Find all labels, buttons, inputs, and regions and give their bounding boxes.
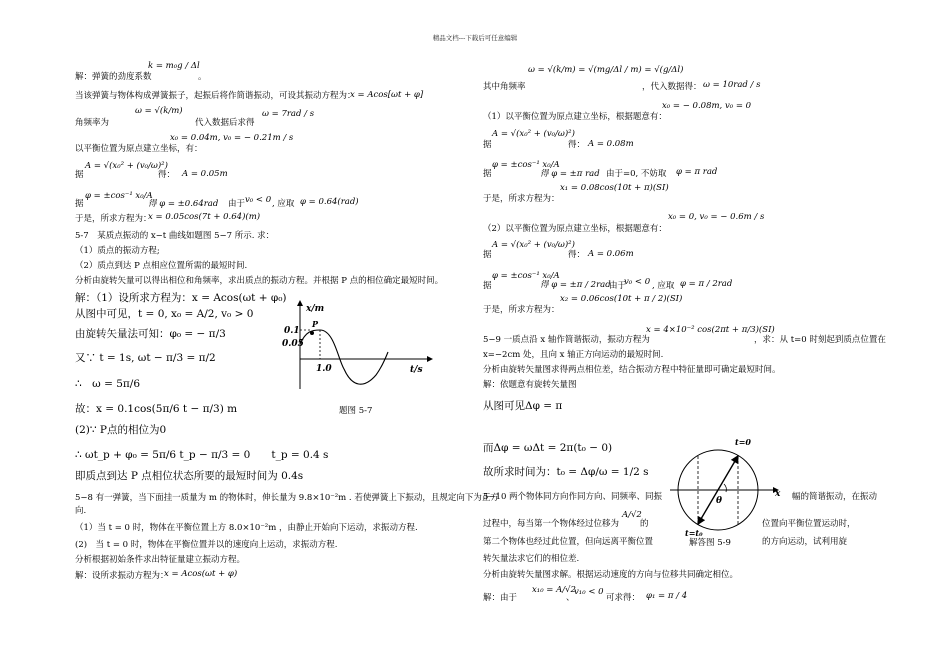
text-line: 即质点到达 P 点相位状态所要的最短时间为 0.4s — [75, 470, 304, 482]
text-line: 。 — [198, 72, 207, 82]
text-line: 解：弹簧的劲度系数 — [75, 72, 152, 82]
figure-5-9 — [660, 432, 790, 542]
text-line: (2)∵ P点的相位为0 — [75, 424, 167, 436]
formula: ω = 7rad / s — [262, 109, 315, 119]
formula: x₀ = − 0.08m, v₀ = 0 — [662, 101, 752, 111]
x-tick: 1.0 — [316, 364, 332, 374]
sine-curve — [300, 330, 388, 384]
y-tick: 0.05 — [282, 339, 304, 349]
figure-caption: 解答图 5-9 — [689, 538, 731, 548]
text-line: 据 — [75, 199, 84, 209]
text-line: 据 — [483, 250, 492, 260]
figure-5-7 — [282, 297, 462, 407]
text-line: 得： — [568, 140, 586, 150]
text-line: （2）以平衡位置为原点建立坐标，根据题意有： — [483, 224, 667, 234]
text-line: 5−8 有一弹簧，当下面挂一质量为 m 的物体时，伸长量为 9.8×10⁻²m . 若使弹簧上下振动，且规定向下为正方 — [75, 493, 499, 503]
formula: x₀ = 0, v₀ = − 0.6m / s — [668, 212, 765, 222]
text-line: 分析由旋转矢量图求得两点相位差，结合振动方程中特征量即可确定最短时间。 — [483, 365, 781, 375]
text-line: 5−10 两个物体同方向作同方向、同频率、同振 — [483, 492, 663, 502]
text-line: x=−2cm 处，且向 x 轴正方向运动的最短时间. — [483, 350, 664, 360]
text-line: 得： — [568, 250, 586, 260]
formula: x₂ = 0.06cos(10t + π / 2)(SI) — [560, 294, 683, 304]
formula: x = 4×10⁻² cos(2πt + π/3)(SI) — [646, 325, 775, 335]
formula: x = 0.05cos(7t + 0.64)(m) — [148, 212, 261, 222]
rotating-vector-t0 — [718, 456, 738, 490]
text-line: 分析由旋转矢量可以得出相位和角频率，求出质点的振动方程。并根据 P 点的相位确定最短时间。 — [75, 276, 444, 286]
text-line: 从图可见Δφ = π — [483, 400, 563, 412]
formula: x = Acos[ωt + φ] — [350, 90, 424, 100]
text-line: 5−9 一质点沿 x 轴作简谐振动，振动方程为 — [483, 335, 650, 345]
y-axis-label: x/m — [306, 304, 325, 314]
text-line: 的方向运动，试利用旋 — [762, 537, 848, 547]
text-line: 由于 — [609, 281, 627, 291]
text-line: 当该弹簧与物体构成弹簧振子，起振后将作简谐振动，可设其振动方程为： — [75, 91, 356, 101]
text-line: （1）当 t = 0 时，物体在平衡位置上方 8.0×10⁻²m ，由静止开始向下运动，求振动方程. — [75, 523, 418, 533]
text-line: 、 — [566, 593, 575, 603]
text-line: ，代入数据得： — [642, 82, 702, 92]
text-line: 于是，所求方程为： — [75, 214, 152, 224]
formula: x₁ = 0.08cos(10t + π)(SI) — [560, 183, 669, 193]
text-line: 据 — [483, 140, 492, 150]
text-line: 以平衡位置为原点建立坐标，有： — [75, 144, 203, 154]
formula: A/√2 — [622, 510, 642, 520]
text-line: 转矢量法求它们的相位差. — [483, 554, 580, 564]
formula: φ = 0.64(rad) — [300, 197, 359, 207]
text-line: 5-7 某质点振动的 x−t 曲线如题图 5−7 所示. 求： — [75, 231, 275, 241]
formula: ω = √(k/m) — [135, 106, 183, 116]
formula: A = √(x₀² + (v₀/ω)²) — [492, 129, 575, 139]
text-line: 于是，所求方程为： — [483, 194, 560, 204]
formula: ω = √(k/m) = √(mg/Δl / m) = √(g/Δl) — [528, 65, 684, 75]
text-line: 又∵ t = 1s, ωt − π/3 = π/2 — [75, 352, 216, 364]
page-header: 精品文档---下载后可任意编辑 — [432, 34, 518, 42]
text-line: 得： — [158, 170, 176, 180]
figure-caption: 题图 5-7 — [339, 406, 373, 416]
text-line: 故所求时间为：t₀ = Δφ/ω = 1/2 s — [483, 466, 649, 478]
formula: x = Acos(ωt + φ) — [164, 569, 238, 579]
text-line: 过程中，每当第一个物体经过位移为 — [483, 519, 620, 529]
label-x: x — [775, 489, 781, 499]
text-line: 故：x = 0.1cos(5π/6 t − π/3) m — [75, 403, 238, 415]
text-line: 幅的简谐振动，在振动 — [792, 492, 878, 502]
text-line: ∴ ω = 5π/6 — [75, 378, 141, 390]
text-line: ∴ ωt_p + φ₀ = 5π/6 t_p − π/3 = 0 t_p = 0.4 s — [75, 449, 329, 461]
formula: x₁₀ = A/√2 — [532, 585, 576, 595]
formula: v₀ < 0 — [245, 195, 272, 205]
text-line: 第二个物体也经过此位置，但向远离平衡位置 — [483, 537, 654, 547]
text-line: 而Δφ = ωΔt = 2π(t₀ − 0) — [483, 442, 613, 454]
label-tt0: t=t₀ — [685, 528, 703, 538]
formula: v₁₀ < 0 — [574, 587, 604, 597]
formula: 得 φ = ±π / 2rad — [540, 280, 611, 290]
formula: φ = π / 2rad — [680, 279, 733, 289]
text-line: 解：由于 — [483, 593, 518, 603]
text-line: , 应取 — [272, 199, 295, 209]
text-line: 向. — [75, 506, 87, 516]
formula: A = 0.06m — [588, 249, 634, 259]
formula: φ = ±cos⁻¹ x₀/A — [85, 191, 153, 201]
formula: ω = 10rad / s — [703, 80, 761, 90]
formula: A = 0.08m — [588, 139, 634, 149]
formula: φ₁ = π / 4 — [646, 591, 688, 601]
text-line: 分析由旋转矢量图求解。根据运动速度的方向与位移共同确定相位。 — [483, 570, 739, 580]
text-line: 由于 — [228, 199, 246, 209]
rotating-vector-t — [698, 490, 718, 524]
formula-k: k = m₀g / Δl — [148, 61, 200, 71]
formula: 得 φ = ±0.64rad — [148, 199, 219, 209]
formula: φ = ±cos⁻¹ x₀/A — [492, 160, 560, 170]
formula: φ = ±cos⁻¹ x₀/A — [492, 271, 560, 281]
text-line: , 应取 — [652, 281, 675, 291]
point-p — [310, 331, 314, 335]
label-theta: θ — [716, 496, 723, 506]
text-line: 的 — [640, 519, 649, 529]
point-p-label: P — [312, 319, 319, 329]
text-line: ，求：从 t=0 时刻起到质点位置在 — [754, 335, 886, 345]
text-line: 据 — [75, 170, 84, 180]
text-line: 于是，所求方程为： — [483, 305, 560, 315]
text-line: 其中角频率 — [483, 82, 526, 92]
text-line: 据 — [483, 169, 492, 179]
text-line: (2) 当 t = 0 时，物体在平衡位置并以的速度向上运动，求振动方程. — [75, 540, 338, 550]
formula: φ = π rad — [676, 167, 718, 177]
formula: v₀ < 0 — [624, 277, 651, 287]
angle-arc — [724, 484, 726, 492]
text-line: 解：设所求振动方程为： — [75, 571, 169, 581]
text-line: （2）质点到达 P 点相应位置所需的最短时间. — [75, 261, 248, 271]
formula: A = 0.05m — [182, 169, 228, 179]
text-line: 由旋转矢量法可知：φ₀ = − π/3 — [75, 328, 226, 340]
text-line: 位置向平衡位置运动时， — [762, 519, 856, 529]
text-line: 可求得： — [606, 593, 641, 603]
text-line: 角频率为 — [75, 118, 110, 128]
text-line: （1）以平衡位置为原点建立坐标，根据题意有： — [483, 112, 667, 122]
formula: A = √(x₀² + (v₀/ω)²) — [492, 240, 575, 250]
formula: x₀ = 0.04m, v₀ = − 0.21m / s — [170, 133, 294, 143]
text-line: 代入数据后求得 — [195, 118, 255, 128]
text-line: 由于=0, 不妨取 — [606, 169, 667, 179]
text-line: 从图中可见，t = 0, x₀ = A/2, v₀ > 0 — [75, 308, 254, 320]
text-line: 解：（1）设所求方程为：x = Acos(ωt + φ₀) — [75, 292, 287, 304]
y-tick: 0.1 — [284, 326, 300, 336]
x-axis-label: t/s — [410, 365, 423, 375]
formula: 得 φ = ±π rad — [540, 169, 600, 179]
text-line: 据 — [483, 281, 492, 291]
label-t0: t=0 — [735, 437, 751, 447]
text-line: 解：依题意有旋转矢量图 — [483, 380, 577, 390]
formula: A = √(x₀² + (v₀/ω)²) — [85, 161, 168, 171]
text-line: （1）质点的振动方程; — [75, 246, 160, 256]
text-line: 分析根据初始条件求出特征量建立振动方程。 — [75, 555, 246, 565]
